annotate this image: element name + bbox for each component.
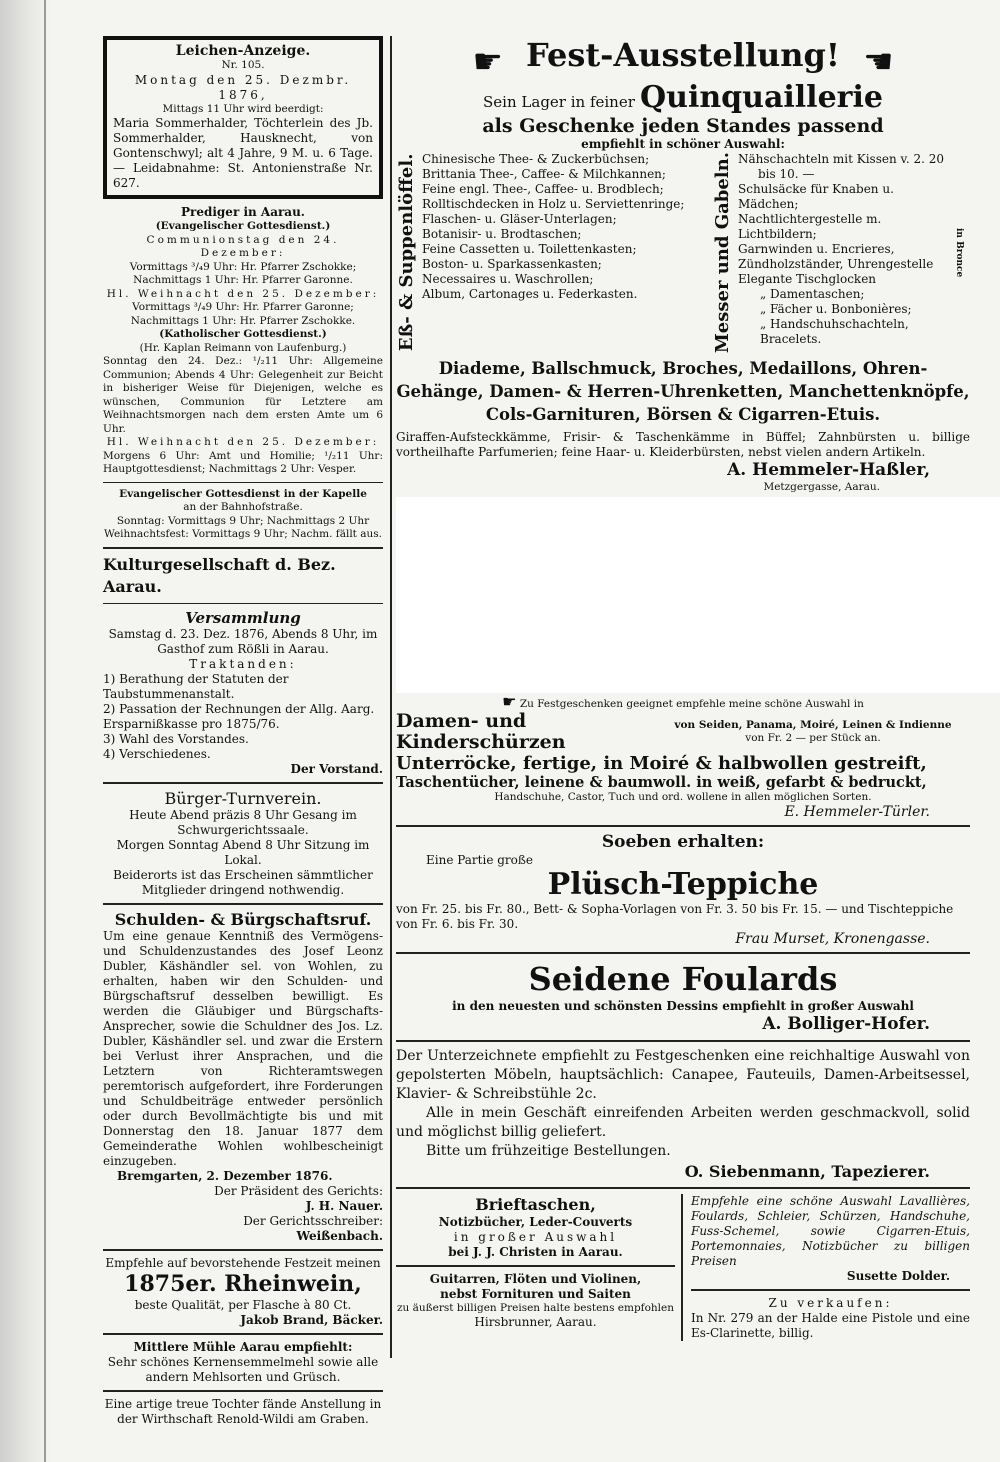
fest-item: Boston- u. Sparkassenkasten; xyxy=(422,257,602,271)
schuerzen-line3: Handschuhe, Castor, Tuch und ord. wollene in allen möglichen Sorten. xyxy=(494,791,872,804)
left-column xyxy=(103,36,383,1431)
moebel-body1: Der Unterzeichnete empfiehlt zu Festgeschenken eine reichhaltige Auswahl von gepolsterten Möbeln, hauptsächlich: Canapee, Fauteuils, Damen-Arbeitsessel, Klavier- & Schreibstühle 2c. xyxy=(396,1047,970,1102)
fest-item: Brittania Thee-, Caffee- & Milchkannen; xyxy=(422,167,666,181)
divider xyxy=(103,1249,383,1251)
obit-title: Leichen-Anzeige. xyxy=(175,43,311,59)
schulden-place: Bremgarten, 2. Dezember 1876. xyxy=(117,1168,333,1183)
rheinwein-ad xyxy=(103,1256,383,1328)
pointing-hand-icon: ☛ xyxy=(502,691,517,711)
fest-vert-mid: Messer und Gabeln. xyxy=(712,152,733,354)
fest-item: Album, Cartonages u. Federkasten. xyxy=(422,287,638,301)
dolder-ad xyxy=(691,1194,970,1284)
schulden-ad xyxy=(103,910,383,1244)
brief-line3: bei J. J. Christen in Aarau. xyxy=(448,1244,623,1259)
turn-body3: Beiderorts ist das Erscheinen sämmtlicher Mitglieder dringend nothwendig. xyxy=(113,867,373,897)
pluesch-body: von Fr. 25. bis Fr. 80., Bett- & Sopha-Vorlagen von Fr. 3. 50 bis Fr. 15. — und Tischteppiche von Fr. 6. bis Fr. 30. xyxy=(396,901,954,931)
kultur-item-4: 4) Verschiedenes. xyxy=(103,746,211,761)
schulden-title: Schulden- & Bürgschaftsruf. xyxy=(114,909,372,929)
fest-item: Zündholzständer, Uhrengestelle xyxy=(738,257,934,271)
schuerzen-sign: E. Hemmeler-Türler. xyxy=(784,803,930,820)
preachers-p5: (Hr. Kaplan Reimann von Laufenburg.) xyxy=(139,341,347,354)
schuerzen-ad xyxy=(396,691,970,820)
divider xyxy=(103,547,383,549)
pluesch-title: Soeben erhalten: xyxy=(601,831,765,852)
schuerzen-intro: Zu Festgeschenken geeignet empfehle meine schöne Auswahl in xyxy=(519,697,864,710)
fest-empf: empfiehlt in schöner Auswahl: xyxy=(581,137,785,151)
divider xyxy=(103,903,383,905)
foulards-big: Seidene Foulards xyxy=(528,959,838,998)
fest-item: Necessaires u. Waschrollen; xyxy=(422,272,594,286)
fest-item: Feine Cassetten u. Toilettenkasten; xyxy=(422,242,637,256)
preachers-p1: Communionstag den 24. Dezember: xyxy=(146,233,340,259)
preachers-p10: Sonntag: Vormittags 9 Uhr; Nachmittags 2 Uhr xyxy=(116,514,370,527)
fest-header xyxy=(396,36,970,80)
fest-item: Elegante Tischglocken xyxy=(738,272,877,286)
gutter-line xyxy=(44,0,46,1462)
turn-body2: Morgen Sonntag Abend 8 Uhr Sitzung im Lokal. xyxy=(116,837,370,867)
fest-item: Schulsäcke für Knaben u. Mädchen; xyxy=(738,182,894,211)
foulards-body: in den neuesten und schönsten Dessins empfiehlt in großer Auswahl xyxy=(452,998,914,1013)
gitarren-title: Guitarren, Flöten und Violinen, xyxy=(429,1271,642,1286)
preachers-p2: Vormittags ³/₄9 Uhr: Hr. Pfarrer Zschokke; Nachmittags 1 Uhr: Hr. Pfarrer Garonne. xyxy=(129,260,357,286)
schuerzen-side1: von Seiden, Panama, Moiré, Leinen & Indienne xyxy=(674,718,952,731)
dolder-sign: Susette Dolder. xyxy=(846,1268,950,1283)
pluesch-pre: Eine Partie große xyxy=(426,852,534,867)
fest-item: Feine engl. Thee-, Caffee- u. Brodblech; xyxy=(422,182,664,196)
divider xyxy=(103,1333,383,1335)
fest-item: „ Damentaschen; xyxy=(760,287,865,301)
schulden-praes: Der Präsident des Gerichts: xyxy=(214,1183,383,1198)
obit-date: Montag den 25. Dezmbr. 1876, xyxy=(134,72,352,102)
brief-line1: Notizbücher, Leder-Couverts xyxy=(438,1214,633,1229)
schuerzen-side xyxy=(656,719,970,746)
preachers-p7: Hl. Weihnacht den 25. Dezember: xyxy=(106,436,380,448)
moebel-ad xyxy=(396,1047,970,1182)
schulden-praes-name: J. H. Nauer. xyxy=(305,1198,383,1213)
wein-body: beste Qualität, per Flasche à 80 Ct. xyxy=(134,1297,352,1312)
fest-intro-row xyxy=(396,80,970,115)
fest-ausstellung-ad xyxy=(396,36,970,495)
schuerzen-line2: Taschentücher, leinene & baumwoll. in weiß, gefarbt & bedruckt, xyxy=(396,774,927,792)
muehle-ad xyxy=(103,1340,383,1385)
kultur-title: Kulturgesellschaft d. Bez. Aarau. xyxy=(103,554,336,596)
fest-vert-left: Eß- & Suppenlöffel. xyxy=(396,153,417,352)
fest-sign: A. Hemmeler-Haßler, xyxy=(727,460,930,481)
obit-time: Mittags 11 Uhr wird beerdigt: xyxy=(162,102,324,115)
turn-title: Bürger-Turnverein. xyxy=(164,788,322,808)
preachers-notice xyxy=(103,205,383,542)
preachers-p9: an der Bahnhofstraße. xyxy=(183,501,303,513)
fest-col2 xyxy=(734,152,952,353)
fest-title: Fest-Ausstellung! xyxy=(526,36,840,74)
fest-item: Nähschachteln mit Kissen v. 2. 20 xyxy=(738,152,945,166)
preachers-p6: Sonntag den 24. Dez.: ¹/₂11 Uhr: Allgemeine Communion; Abends 4 Uhr: Gelegenheit zur Beicht in bisheriger Weise für Diejenigen, welche es wünschen, Communion für Letztere am Weihnachtsmorgen nach dem ersten Amte um 6 Uhr. xyxy=(103,355,383,435)
fest-item: Botanisir- u. Brodtaschen; xyxy=(422,227,582,241)
fest-als: als Geschenke jeden Standes passend xyxy=(482,115,884,137)
fest-item: Rolltischdecken in Holz u. Serviettenringe; xyxy=(422,197,685,211)
divider xyxy=(103,782,383,784)
fest-items xyxy=(396,152,970,353)
pluesch-big: Plüsch-Teppiche xyxy=(547,866,819,902)
schulden-body: Um eine genaue Kenntniß des Vermögens- und Schuldenzustandes des Josef Leonz Dubler, Käshändler sel. von Wohlen, zu erhalten, haben wir den Schulden- und Bürgschaftsruf desselben bewilligt. Es werden die Gläubiger und Bürgschafts-Ansprecher, sowie die Schuldner des Jos. Lz. Dubler, Käshändler sel. und zwar die Erstern bei Verlust ihrer Ansprachen, und die Letztern von Richteramtswegen peremtorisch aufgefordert, ihre Forderungen und Schuldbeiträge entweder persönlich oder durch Bevollmächtigte bis und mit Donnerstag den 18. Januar 1877 dem Gemeinderathe Wohlen wohlbescheinigt einzugeben. xyxy=(103,928,383,1168)
kultur-sign: Der Vorstand. xyxy=(290,761,383,776)
divider xyxy=(396,952,970,954)
fest-item: Garnwinden u. Encrieres, xyxy=(738,242,895,256)
fest-small: Giraffen-Aufsteckkämme, Frisir- & Taschenkämme in Büffel; Zahnbürsten u. billige vortheilhafte Parfumerien; feine Haar- u. Kleiderbürsten, nebst vielen andern Artikeln. xyxy=(396,430,970,460)
divider xyxy=(396,1265,675,1267)
divider xyxy=(103,1390,383,1392)
fest-quin: Quinquaillerie xyxy=(640,80,883,115)
moebel-body2: Alle in mein Geschäft einreifenden Arbeiten werden geschmackvoll, solid und möglichst billig geliefert. xyxy=(396,1104,970,1140)
gitarren-sign: Hirsbrunner, Aarau. xyxy=(474,1315,597,1330)
moebel-body3: Bitte um frühzeitige Bestellungen. xyxy=(426,1142,671,1159)
muehle-body: Sehr schönes Kernensemmelmehl sowie alle andern Mehlsorten und Grüsch. xyxy=(107,1354,379,1384)
divider xyxy=(103,482,383,483)
divider xyxy=(691,1289,970,1291)
turn-body1: Heute Abend präzis 8 Uhr Gesang im Schwurgerichtssaale. xyxy=(129,807,357,837)
obit-number: Nr. 105. xyxy=(221,59,265,71)
divider xyxy=(396,1040,970,1042)
fest-intro: Sein Lager in feiner xyxy=(483,93,635,111)
fest-col1 xyxy=(418,152,712,353)
schulden-schreib: Der Gerichtsschreiber: xyxy=(243,1213,383,1228)
fest-vert-right: in Bronce xyxy=(954,227,964,278)
wein-title: 1875er. Rheinwein, xyxy=(124,1270,362,1297)
right-column xyxy=(396,36,970,1341)
bottom-left xyxy=(396,1194,683,1341)
fest-item: bis 10. — xyxy=(758,167,815,181)
verkauf-title: Zu verkaufen: xyxy=(768,1295,893,1310)
preachers-sub3: Evangelischer Gottesdienst in der Kapelle xyxy=(119,487,367,500)
schuerzen-intro-row xyxy=(396,691,970,712)
schuerzen-side2: von Fr. 2 — per Stück an. xyxy=(745,732,881,745)
gitarren-line1: nebst Fornituren und Saiten xyxy=(440,1286,631,1301)
tochter-ad xyxy=(103,1397,383,1427)
fest-big1: Diademe, Ballschmuck, Broches, Medaillons, Ohren-Gehänge, Damen- & Herren-Uhrenketten, Manchettenknöpfe, Cols-Garnituren, Börsen & Cigarren-Etuis. xyxy=(396,359,970,425)
kultur-versammlung: Versammlung xyxy=(185,608,301,627)
preachers-p3: Hl. Weihnacht den 25. Dezember: xyxy=(106,287,380,300)
bottom-ads xyxy=(396,1194,970,1341)
gitarren-line2: zu äußerst billigen Preisen halte bestens empfohlen xyxy=(397,1301,674,1314)
kultur-item-1: 1) Berathung der Statuten der Taubstummenanstalt. xyxy=(103,671,289,701)
schuerzen-big: Damen- und Kinderschürzen xyxy=(396,710,566,754)
pluesch-ad xyxy=(396,832,970,947)
obituary-notice xyxy=(103,36,383,199)
foulards-ad xyxy=(396,959,970,1035)
fest-item: Chinesische Thee- & Zuckerbüchsen; xyxy=(422,152,650,166)
verkauf-body: In Nr. 279 an der Halde eine Pistole und eine Es-Clarinette, billig. xyxy=(691,1310,970,1340)
preachers-sub2: (Katholischer Gottesdienst.) xyxy=(159,328,327,340)
brief-line2: in großer Auswahl xyxy=(453,1229,618,1244)
brief-ad xyxy=(396,1194,675,1260)
kultur-item-3: 3) Wahl des Vorstandes. xyxy=(103,731,249,746)
kultur-ad xyxy=(103,554,383,777)
preachers-title: Prediger in Aarau. xyxy=(180,205,305,219)
kultur-item-2: 2) Passation der Rechnungen der Allg. Aarg. Ersparnißkasse pro 1875/76. xyxy=(103,701,375,731)
gitarren-ad xyxy=(396,1272,675,1331)
wein-intro: Empfehle auf bevorstehende Festzeit meinen xyxy=(105,1255,381,1270)
divider xyxy=(103,603,383,604)
spacer xyxy=(396,495,970,695)
divider xyxy=(396,825,970,827)
moebel-sign: O. Siebenmann, Tapezierer. xyxy=(684,1161,930,1181)
divider xyxy=(396,1187,970,1189)
obit-body: Maria Sommerhalder, Töchterlein des Jb. Sommerhalder, Hausknecht, von Gontenschwyl; alt 4 Jahre, 9 M. u. 6 Tage. — Leidabnahme: St. Antonienstraße Nr. 627. xyxy=(113,116,373,190)
fest-item: „ Fächer u. Bonbonières; xyxy=(760,302,912,316)
pointing-hand-left-icon: ☚ xyxy=(863,41,894,82)
foulards-sign: A. Bolliger-Hofer. xyxy=(762,1013,930,1034)
tochter-body: Eine artige treue Tochter fände Anstellung in der Wirthschaft Renold-Wildi am Graben. xyxy=(104,1396,382,1426)
kultur-trakt: Traktanden: xyxy=(189,656,297,671)
kultur-when: Samstag d. 23. Dez. 1876, Abends 8 Uhr, im Gasthof zum Rößli in Aarau. xyxy=(108,626,378,656)
schulden-schreib-name: Weißenbach. xyxy=(296,1228,383,1243)
preachers-sub1: (Evangelischer Gottesdienst.) xyxy=(155,220,331,232)
wein-sign: Jakob Brand, Bäcker. xyxy=(240,1312,383,1327)
fest-item: Flaschen- u. Gläser-Unterlagen; xyxy=(422,212,617,226)
dolder-body: Empfehle eine schöne Auswahl Lavallières, Foulards, Schleier, Schürzen, Handschuhe, Fuss-Schemel, sowie Cigarren-Etuis, Portemonnaies, Notizbücher zu billigen Preisen xyxy=(691,1193,970,1268)
verkauf-ad xyxy=(691,1296,970,1341)
fest-addr: Metzgergasse, Aarau. xyxy=(763,481,880,494)
preachers-p11: Weihnachtsfest: Vormittags 9 Uhr; Nachm. fällt aus. xyxy=(104,528,382,540)
bottom-right xyxy=(683,1194,970,1341)
schuerzen-line1: Unterröcke, fertige, in Moiré & halbwollen gestreift, xyxy=(396,753,927,775)
pluesch-sign: Frau Murset, Kronengasse. xyxy=(735,930,930,947)
fest-item: „ Handschuhschachteln, Bracelets. xyxy=(760,317,909,346)
pointing-hand-right-icon: ☛ xyxy=(472,41,503,82)
brief-title: Brieftaschen, xyxy=(475,1194,596,1214)
muehle-title: Mittlere Mühle Aarau empfiehlt: xyxy=(133,1339,353,1354)
fest-item: Nachtlichtergestelle m. Lichtbildern; xyxy=(738,212,882,241)
turnverein-ad xyxy=(103,789,383,898)
schuerzen-main-row xyxy=(396,711,970,753)
preachers-p8: Morgens 6 Uhr: Amt und Homilie; ¹/₂11 Uhr: Hauptgottesdienst; Nachmittags 2 Uhr: Vesper. xyxy=(103,449,383,475)
preachers-p4: Vormittags ³/₄9 Uhr: Hr. Pfarrer Garonne; Nachmittags 1 Uhr: Hr. Pfarrer Zschokke. xyxy=(130,301,356,327)
column-divider xyxy=(390,36,392,1358)
